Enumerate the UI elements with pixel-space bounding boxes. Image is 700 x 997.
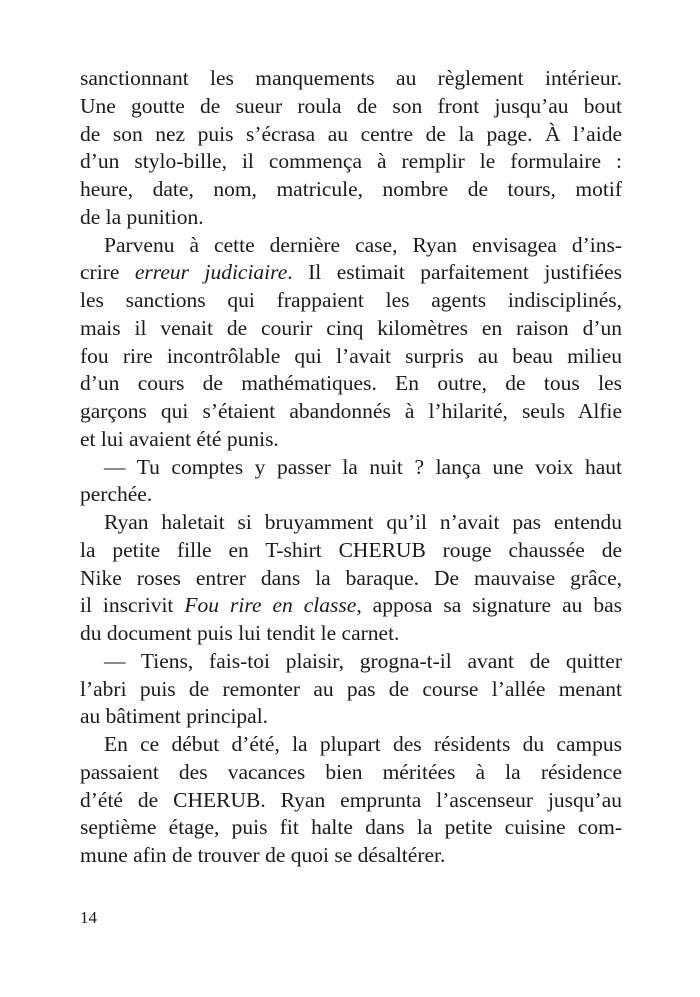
text-line: En ce début d’été, la plupart des résidents du campus bbox=[104, 732, 622, 756]
text-line bbox=[80, 259, 622, 287]
text-span: il inscrivit bbox=[80, 593, 185, 618]
italic-text: Fou rire en classe bbox=[184, 593, 357, 618]
text-line: Une goutte de sueur roula de son front jusqu’au bout bbox=[80, 93, 622, 118]
text-line: perchée. bbox=[80, 482, 153, 507]
text-line: et lui avaient été punis. bbox=[80, 426, 279, 451]
text-line: passaient des vacances bien méritées à la résidence bbox=[80, 759, 622, 784]
text-line: septième étage, puis fit halte dans la petite cuisine com- bbox=[80, 815, 622, 840]
text-span: . Il estimait parfaitement justifiées bbox=[287, 260, 623, 285]
page-number: 14 bbox=[80, 908, 97, 927]
page-body-text bbox=[80, 65, 622, 870]
text-span: , apposa sa signature au bas bbox=[356, 593, 623, 618]
text-line: la petite fille en T-shirt CHERUB rouge chaussée de bbox=[80, 537, 622, 562]
text-line: d’un stylo-bille, il commença à remplir le formulaire : bbox=[80, 149, 622, 174]
italic-text: erreur judiciaire bbox=[134, 260, 288, 285]
text-line: Nike roses entrer dans la baraque. De mauvaise grâce, bbox=[80, 565, 622, 590]
text-line: mune afin de trouver de quoi se désaltérer. bbox=[80, 843, 446, 867]
text-line: fou rire incontrôlable qui l’avait surpris au beau milieu bbox=[80, 343, 622, 368]
text-span: crire bbox=[80, 260, 135, 285]
text-line bbox=[80, 592, 622, 620]
text-line: de son nez puis s’écrasa au centre de la page. À l’aide bbox=[80, 121, 622, 146]
text-line: au bâtiment principal. bbox=[80, 704, 269, 729]
text-line: mais il venait de courir cinq kilomètres en raison d’un bbox=[80, 315, 622, 340]
text-line: Ryan haletait si bruyamment qu’il n’avait pas entendu bbox=[104, 510, 622, 534]
text-line: — Tiens, fais-toi plaisir, grogna-t-il avant de quitter bbox=[104, 648, 622, 673]
text-line: du document puis lui tendit le carnet. bbox=[80, 621, 400, 645]
text-line: d’un cours de mathématiques. En outre, de tous les bbox=[80, 371, 622, 396]
text-line: — Tu comptes y passer la nuit ? lança une voix haut bbox=[104, 454, 622, 479]
text-line: de la punition. bbox=[80, 204, 204, 229]
text-line: sanctionnant les manquements au règlement intérieur. bbox=[80, 66, 622, 90]
text-line: les sanctions qui frappaient les agents indisciplinés, bbox=[80, 288, 622, 312]
text-line: d’été de CHERUB. Ryan emprunta l’ascenseur jusqu’au bbox=[80, 787, 622, 812]
text-line: garçons qui s’étaient abandonnés à l’hilarité, seuls Alfie bbox=[80, 399, 622, 423]
text-line: Parvenu à cette dernière case, Ryan envisagea d’ins- bbox=[104, 232, 622, 257]
text-line: heure, date, nom, matricule, nombre de tours, motif bbox=[80, 177, 622, 201]
text-line: l’abri puis de remonter au pas de course l’allée menant bbox=[80, 676, 622, 701]
